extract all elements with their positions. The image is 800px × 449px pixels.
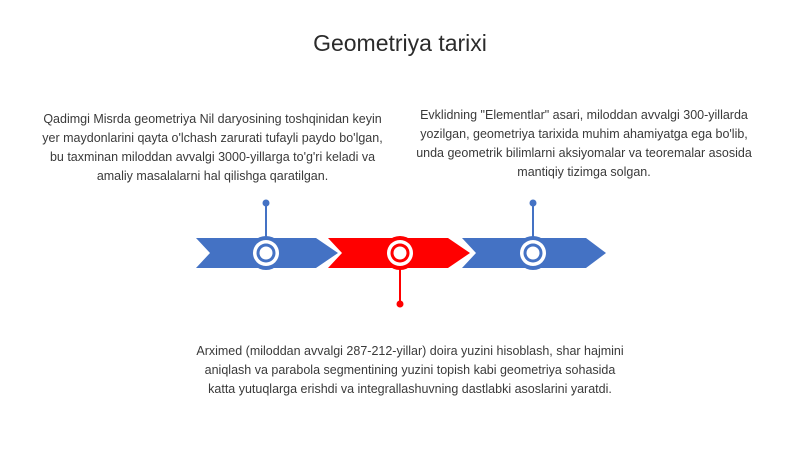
milestone-ring-1-center — [260, 247, 273, 260]
milestone-ring-3-center — [527, 247, 540, 260]
connector-dot-1 — [263, 200, 270, 207]
connector-dot-2 — [397, 301, 404, 308]
connector-dot-3 — [530, 200, 537, 207]
event-text-archimedes: Arximed (miloddan avvalgi 287-212-yillar) doira yuzini hisoblash, shar hajmini aniqlash va parabola segmentining yuzini topish kabi geometriya sohasida katta yutuqlarga erishdi va integrallashuvning dastlabki asoslarini yaratdi. — [196, 344, 624, 396]
milestone-ring-2-center — [394, 247, 407, 260]
slide-title: Geometriya tarixi — [313, 30, 487, 56]
event-text-egypt: Qadimgi Misrda geometriya Nil daryosining toshqinidan keyin yer maydonlarini qayta o'lchash zarurati tufayli paydo bo'lgan, bu taxminan miloddan avvalgi 3000-yillarga to'g'ri keladi va amaliy masalalarni hal qilishga qaratilgan. — [42, 112, 383, 183]
event-text-euclid: Evklidning "Elementlar" asari, miloddan avvalgi 300-yillarda yozilgan, geometriya tarixida muhim ahamiyatga ega bo'lib, unda geometrik bilimlarni aksiyomalar va teoremalar asosida mantiqiy tizimga solgan. — [416, 108, 752, 179]
